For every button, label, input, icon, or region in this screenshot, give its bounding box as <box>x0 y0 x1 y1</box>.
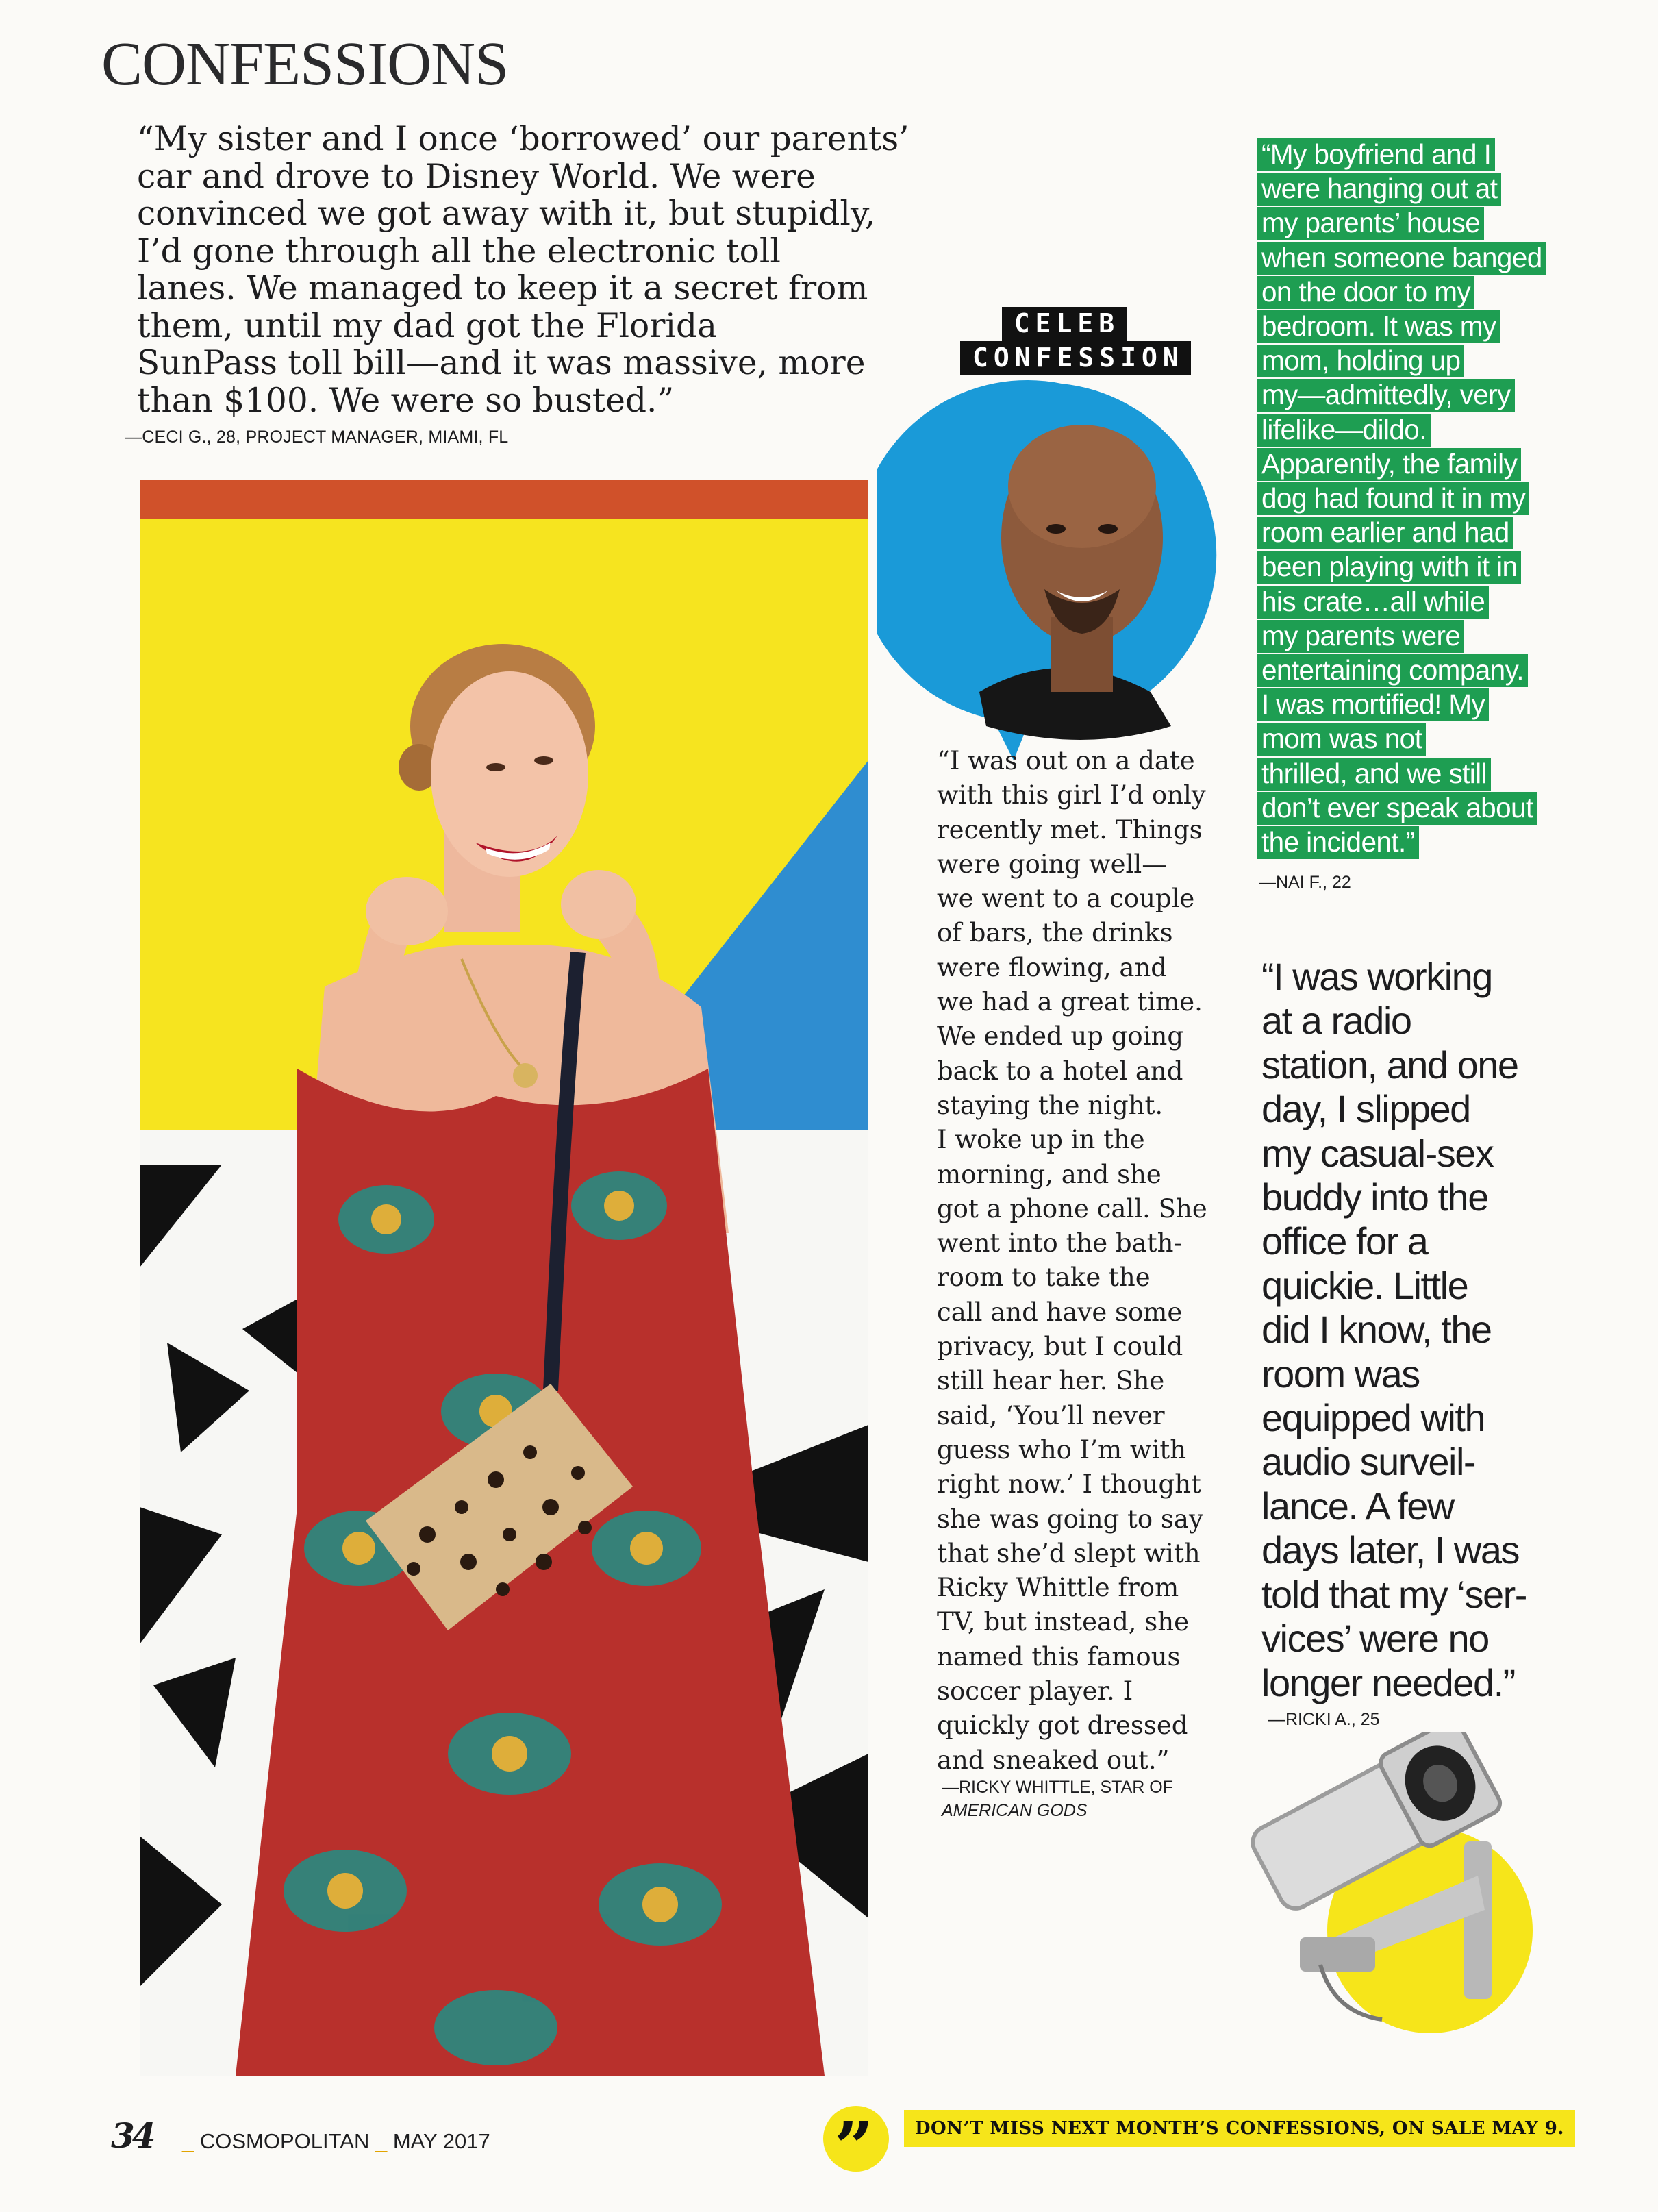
quote-line: told that my ‘ser- <box>1261 1572 1527 1616</box>
quote-line: with this girl I’d only <box>937 780 1206 810</box>
quote-1-body <box>137 120 909 420</box>
quote-line: station, and one <box>1261 1043 1518 1086</box>
quote-line: audio surveil- <box>1261 1440 1476 1484</box>
highlighted-text: my parents’ house <box>1257 207 1484 240</box>
celeb-portrait-illustration <box>877 370 1246 767</box>
highlighted-text: lifelike—dildo. <box>1257 414 1431 447</box>
quote-3-credit: —NAI F., 22 <box>1259 873 1351 892</box>
quote-line: them, until my dad got the Florida <box>137 306 717 345</box>
quote-line: car and drove to Disney World. We were <box>137 157 816 196</box>
quote-line: than $100. We were so busted.” <box>137 381 675 420</box>
quote-line: back to a hotel and <box>937 1056 1183 1086</box>
quote-line: she was going to say <box>937 1504 1203 1534</box>
celeb-portrait <box>877 370 1246 767</box>
quote-line: were going well— <box>937 849 1168 879</box>
quote-1-credit: —CECI G., 28, PROJECT MANAGER, MIAMI, FL <box>125 427 509 447</box>
footer-magazine <box>182 2129 490 2154</box>
quote-line: guess who I’m with <box>937 1434 1187 1465</box>
quote-3-body <box>1257 137 1552 859</box>
quote-line: Ricky Whittle from <box>937 1573 1179 1603</box>
highlighted-text: Apparently, the family <box>1257 448 1521 481</box>
celeb-credit-line-1: —RICKY WHITTLE, STAR OF <box>942 1778 1173 1797</box>
quote-line: longer needed.” <box>1261 1661 1515 1704</box>
footer-separator: _ <box>182 2129 194 2153</box>
quote-line: staying the night. <box>937 1090 1164 1120</box>
quote-line: “My sister and I once ‘borrowed’ our parents’ <box>137 120 909 158</box>
highlighted-text: entertaining company. <box>1257 654 1528 687</box>
quote-line: privacy, but I could <box>937 1332 1183 1362</box>
quote-line: We ended up going <box>937 1021 1184 1052</box>
quote-line: recently met. Things <box>937 815 1203 845</box>
quote-mark-icon <box>823 2106 889 2187</box>
quote-line: TV, but instead, she <box>937 1607 1189 1637</box>
quote-line <box>1257 791 1552 825</box>
quote-line <box>1257 653 1552 687</box>
highlighted-text: mom was not <box>1257 723 1426 756</box>
section-title: CONFESSIONS <box>101 30 509 98</box>
quote-line: vices’ were no <box>1261 1617 1489 1661</box>
celeb-tag-line-1: CELEB <box>1002 307 1127 341</box>
quote-line <box>1257 377 1552 412</box>
quote-line: my casual-sex <box>1261 1131 1494 1175</box>
celeb-quote-body <box>937 744 1238 1778</box>
quote-line <box>1257 275 1552 309</box>
highlighted-text: bedroom. It was my <box>1257 310 1500 343</box>
security-camera-icon <box>1238 1732 1546 2033</box>
quote-line: we had a great time. <box>937 987 1203 1017</box>
quote-line: went into the bath- <box>937 1228 1182 1258</box>
quote-line <box>1257 343 1552 377</box>
quote-line: of bars, the drinks <box>937 918 1173 948</box>
quote-line: lanes. We managed to keep it a secret from <box>137 269 868 308</box>
highlighted-text: been playing with it in <box>1257 551 1521 584</box>
quote-line: convinced we got away with it, but stupidly, <box>137 195 876 233</box>
celeb-confession-tag <box>960 307 1184 375</box>
footer-issue: MAY 2017 <box>392 2129 490 2153</box>
quote-line: I woke up in the <box>937 1125 1145 1155</box>
security-camera-illustration <box>1238 1732 1546 2033</box>
highlighted-text: on the door to my <box>1257 276 1474 309</box>
footer-separator: _ <box>375 2129 388 2153</box>
quote-line: and sneaked out.” <box>937 1745 1170 1775</box>
highlighted-text: my parents were <box>1257 620 1464 653</box>
highlighted-text: when someone banged <box>1257 242 1546 275</box>
highlighted-text: thrilled, and we still <box>1257 758 1491 791</box>
quote-line: right now.’ I thought <box>937 1469 1201 1500</box>
celeb-quote-credit <box>942 1776 1173 1822</box>
highlighted-text: mom, holding up <box>1257 345 1464 377</box>
quote-4-body <box>1261 955 1563 1705</box>
quote-line <box>1257 481 1552 515</box>
quote-line <box>1257 240 1552 275</box>
quote-line <box>1257 619 1552 653</box>
quote-line: call and have some <box>937 1297 1183 1327</box>
photo-illustration <box>140 480 868 2076</box>
quote-line: office for a <box>1261 1219 1428 1263</box>
quote-line: SunPass toll bill—and it was massive, more <box>137 344 866 382</box>
quote-line: named this famous <box>937 1641 1181 1672</box>
quote-line <box>1257 412 1552 447</box>
quote-line: “I was out on a date <box>937 746 1195 775</box>
highlighted-text: the incident.” <box>1257 826 1419 859</box>
celeb-credit-line-2: AMERICAN GODS <box>942 1801 1088 1820</box>
quote-line <box>1257 721 1552 756</box>
quote-line: room was <box>1261 1352 1420 1395</box>
highlighted-text: were hanging out at <box>1257 173 1501 206</box>
highlighted-text: “My boyfriend and I <box>1257 138 1495 171</box>
quote-line: that she’d slept with <box>937 1538 1201 1568</box>
quote-line: quickie. Little <box>1261 1263 1468 1307</box>
quote-line: morning, and she <box>937 1159 1161 1189</box>
quote-line: soccer player. I <box>937 1676 1133 1706</box>
feature-photo <box>140 480 868 2076</box>
highlighted-text: room earlier and had <box>1257 517 1513 549</box>
quote-line: equipped with <box>1261 1396 1485 1440</box>
quote-line <box>1257 309 1552 343</box>
quote-line <box>1257 584 1552 619</box>
quote-line: day, I slipped <box>1261 1087 1470 1131</box>
quote-line: at a radio <box>1261 999 1411 1043</box>
highlighted-text: dog had found it in my <box>1257 482 1529 515</box>
celeb-tag-line-2: CONFESSION <box>960 341 1191 375</box>
quote-line: days later, I was <box>1261 1528 1520 1572</box>
quote-line: we went to a couple <box>937 884 1195 914</box>
quote-line <box>1257 825 1552 859</box>
quote-line: were flowing, and <box>937 952 1167 982</box>
quote-line <box>1257 756 1552 791</box>
quote-line <box>1257 515 1552 549</box>
highlighted-text: my—admittedly, very <box>1257 379 1515 412</box>
quote-line <box>1257 687 1552 721</box>
quote-line: did I know, the <box>1261 1308 1492 1352</box>
quote-line: buddy into the <box>1261 1176 1488 1219</box>
next-month-banner: DON’T MISS NEXT MONTH’S CONFESSIONS, ON SALE MAY 9. <box>904 2110 1575 2147</box>
highlighted-text: I was mortified! My <box>1257 688 1489 721</box>
quote-line: room to take the <box>937 1263 1151 1293</box>
quote-line <box>1257 549 1552 584</box>
quote-line: still hear her. She <box>937 1366 1165 1396</box>
quote-line <box>1257 206 1552 240</box>
quote-line: lance. A few <box>1261 1484 1454 1528</box>
quote-line <box>1257 137 1552 171</box>
quote-line: “I was working <box>1261 955 1492 998</box>
quote-4-credit: —RICKI A., 25 <box>1268 1710 1380 1729</box>
highlighted-text: his crate…all while <box>1257 586 1489 619</box>
quote-line: I’d gone through all the electronic toll <box>137 232 781 271</box>
page-number: 34 <box>111 2115 153 2156</box>
quote-line: said, ‘You’ll never <box>937 1400 1165 1430</box>
quote-line <box>1257 171 1552 206</box>
quote-line: got a phone call. She <box>937 1193 1207 1223</box>
highlighted-text: don’t ever speak about <box>1257 792 1537 825</box>
quote-line: quickly got dressed <box>937 1711 1188 1741</box>
quote-line <box>1257 447 1552 481</box>
quote-mark-glyph: ” <box>834 2107 874 2187</box>
footer-magazine-name: COSMOPOLITAN <box>199 2129 370 2153</box>
